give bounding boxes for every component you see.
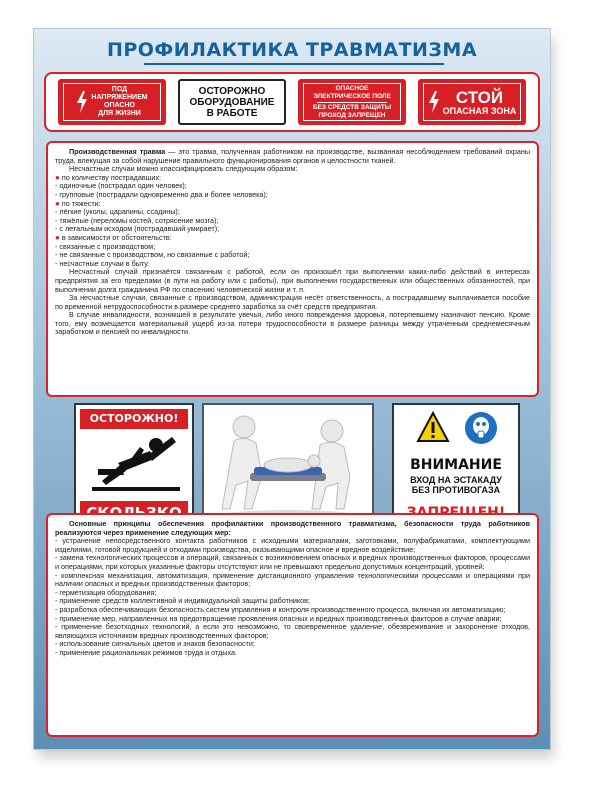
sign-stop-danger-zone [418, 79, 526, 125]
list-item: - устранение непосредственного контакта работников с исходными материалами, заготовками, полуфабрикатами, комплектующими изделиями, готовой продукцией и отходами производства, оказывающими опасное и вредное воздействие; [55, 536, 530, 554]
list-item: - с летальным исходом (пострадавший умирает); [55, 224, 220, 234]
overpass-entry-text [394, 475, 518, 495]
work-related-paragraph: Несчастный случай признаётся связанным с работой, если он произошёл при выполнении каких-либо действий в интересах предприятия за его пределами (в пути на работу или с работы), при выполнении государственных или общественных обязанностей, при выполнении долга гражданина РФ по спасению человеческой жизни и т. п. [55, 267, 530, 294]
title-underline [144, 63, 444, 65]
list-item: - групповые (пострадали одновременно два и более человека); [55, 189, 268, 199]
list-item: - герметизация оборудования; [55, 587, 157, 597]
principles-lead: Основные принципы обеспечения профилактики производственного травматизма, безопасности труда работников реализуются через применение следующих мер: [55, 519, 530, 537]
sign-high-voltage-line-1: ПОД [111, 86, 128, 93]
list-item: - лёгкие (уколы, царапины, ссадины); [55, 207, 180, 217]
sign-field-separator [317, 102, 387, 103]
stretcher-rescue-icon [204, 405, 372, 529]
list-item: - комплексная механизация, автоматизация, применение дистанционного управления технологическими процессами и операциями при наличии опасных и вредных производственных факторов; [55, 570, 530, 589]
sign-high-voltage-line-3: ОПАСНО [104, 102, 135, 109]
poster [33, 28, 551, 750]
slippery-warning-sign [74, 403, 194, 531]
sign-field-line-1: ОПАСНОЕ [335, 84, 369, 92]
definition-term: Производственная травма [69, 147, 166, 156]
poster-title: ПРОФИЛАКТИКА ТРАВМАТИЗМА [106, 39, 478, 61]
overpass-entry-line-2: БЕЗ ПРОТИВОГАЗА [411, 485, 501, 495]
sign-equipment-line-1: ОСТОРОЖНО [198, 85, 266, 97]
list-item: - замена технологических процессов и операций, связанных с возникновением опасных и вредных производственных факторов, процессами и операциями, при которых указанные факторы отсутствуют или не превышают предельно допустимых концентраций, уровней; [55, 553, 530, 571]
slippery-caution-label: ОСТОРОЖНО! [80, 409, 188, 429]
sign-field-line-4: ПРОХОД ЗАПРЕЩЕН [318, 111, 386, 119]
injury-definition-box [46, 141, 539, 397]
attention-label: ВНИМАНИЕ [410, 457, 502, 473]
sign-high-voltage-line-2: НАПРЯЖЕНИЕМ [91, 94, 148, 101]
list-item: - применение мер, направленных на предотвращение проявления опасных и вредных производственных факторов в случае аварии; [55, 613, 502, 623]
bullet-icon: ● [55, 172, 60, 182]
definition-text: — это травма, полученная работником на производстве, вызванная несоблюдением требований охраны труда, влекущая за собой нарушение правильного функционирования органов и целостности тканей. [55, 147, 531, 165]
list-item: - тяжёлые (переломы костей, сотрясение мозга); [55, 215, 219, 225]
bullet-icon: ● [55, 232, 60, 242]
list-item: - несчастные случаи в быту. [55, 258, 150, 268]
class-group-count-label: по количеству пострадавших: [61, 172, 162, 182]
disability-paragraph: В случае инвалидности, возникшей в результате увечья, либо иного повреждения здоровья, потерпевшему назначают пенсию. Кроме того, ему возмещается материальный ущерб из-за потери трудоспособности в размере разницы между утраченным среднемесячным заработком и пенсией по инвалидности. [55, 310, 530, 337]
sign-danger-zone-word: ОПАСНАЯ ЗОНА [442, 105, 517, 116]
sign-electric-field [298, 79, 406, 125]
gas-mask-icon [464, 411, 498, 445]
sign-field-line-3: БЕЗ СРЕДСТВ ЗАЩИТЫ [312, 103, 392, 111]
class-group-severity-label: по тяжести: [61, 198, 101, 208]
sign-high-voltage-line-4: ДЛЯ ЖИЗНИ [98, 110, 141, 117]
list-item: - применение безотходных технологий, а если это невозможно, то своевременное удаление, обезвреживание и захоронение отходов, являющихся источником вредных производственных факторов; [55, 622, 530, 640]
sign-equipment-line-3: В РАБОТЕ [206, 107, 258, 119]
list-item: - связанные с производством; [55, 241, 156, 251]
list-item: - не связанные с производством, но связанные с работой; [55, 250, 250, 260]
falling-person-icon [88, 433, 184, 493]
definition-paragraph [55, 148, 530, 165]
sign-equipment-line-2: ОБОРУДОВАНИЕ [189, 96, 275, 108]
classify-intro: Несчастные случаи можно классифицировать следующим образом: [69, 164, 298, 174]
list-item: - применение рациональных режимов труда и отдыха. [55, 647, 237, 657]
sign-equipment-running [178, 79, 286, 125]
list-item: - использование сигнальных цветов и знаков безопасности; [55, 639, 255, 649]
class-group-circumstances-label: в зависимости от обстоятельств: [61, 232, 172, 242]
administration-paragraph: За несчастные случаи, связанные с производством, администрация несёт ответственность, а пострадавшему выплачивается пособие по временной нетрудоспособности в размере среднего заработка за счёт средств предприятия. [55, 293, 530, 311]
sign-high-voltage [58, 79, 166, 125]
sign-stop-word: СТОЙ [455, 87, 504, 107]
list-item: - разработка обеспечивающих безопасность систем управления и контроля производственного процесса, включая их автоматизацию; [55, 604, 506, 614]
lightning-bolt-icon [76, 91, 88, 113]
overpass-entry-line-1: ВХОД НА ЭСТАКАДУ [410, 475, 502, 485]
bullet-icon: ● [55, 198, 60, 208]
warning-triangle-icon [416, 411, 450, 443]
stretcher-illustration [202, 403, 374, 531]
sign-field-line-2: ЭЛЕКТРИЧЕСКОЕ ПОЛЕ [313, 92, 391, 100]
lightning-bolt-icon [428, 91, 440, 113]
overpass-gas-mask-sign [392, 403, 520, 531]
list-item: - применение средств коллективной и индивидуальной защиты работников; [55, 596, 310, 606]
safety-signs-strip [44, 72, 540, 132]
list-item: - одиночные (пострадал один человек); [55, 181, 187, 191]
prevention-principles-box [46, 513, 539, 737]
